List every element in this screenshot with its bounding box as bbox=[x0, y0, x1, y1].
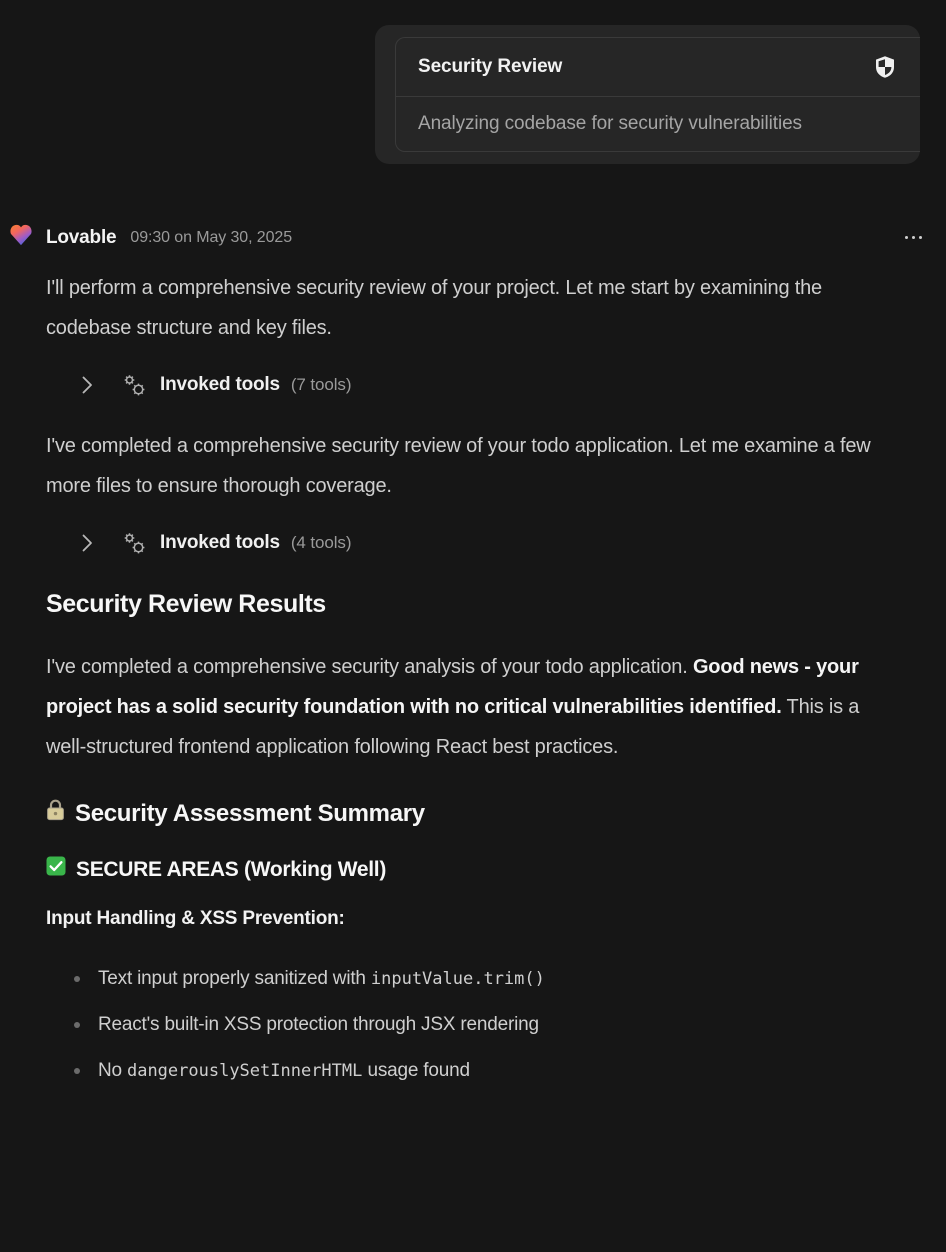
bullet-code: dangerouslySetInnerHTML bbox=[126, 1061, 363, 1081]
bullet-text-after: usage found bbox=[362, 1060, 470, 1081]
ellipsis-icon[interactable] bbox=[903, 230, 924, 245]
security-review-tool-card[interactable] bbox=[375, 25, 920, 164]
chevron-right-icon[interactable] bbox=[76, 534, 98, 552]
invoked-tools-row-2[interactable] bbox=[76, 526, 900, 560]
invoked-tools-count: (4 tools) bbox=[290, 533, 352, 552]
invoked-tools-count: (7 tools) bbox=[290, 375, 352, 394]
list-item bbox=[64, 956, 900, 1002]
tool-card-inner bbox=[395, 37, 920, 152]
page-title: Security Review Results bbox=[46, 590, 326, 618]
tools-gears-icon bbox=[120, 529, 148, 557]
tool-card-title: Security Review bbox=[418, 56, 563, 77]
tool-card-header bbox=[396, 38, 920, 97]
summary-lead: I've completed a comprehensive security analysis of your todo application. bbox=[46, 656, 693, 678]
bullet-text-before: React's built-in XSS protection through JSX rendering bbox=[98, 1014, 539, 1035]
paragraph-summary bbox=[46, 647, 900, 767]
tools-gears-icon bbox=[120, 371, 148, 399]
heading-security-assessment-text: Security Assessment Summary bbox=[75, 800, 425, 827]
shield-icon bbox=[874, 55, 896, 79]
heading-secure-areas bbox=[46, 856, 900, 882]
lovable-heart-logo bbox=[8, 222, 46, 253]
bullet-text-before: No bbox=[98, 1060, 127, 1081]
chevron-right-icon[interactable] bbox=[76, 376, 98, 394]
subsection-heading: Input Handling & XSS Prevention: bbox=[46, 908, 345, 929]
summary-tail: This is a well-structured frontend application following React best practices. bbox=[46, 696, 860, 758]
bullet-code: inputValue.trim() bbox=[370, 969, 545, 989]
heading-secure-areas-text: SECURE AREAS (Working Well) bbox=[76, 858, 387, 881]
heading-security-assessment bbox=[46, 799, 900, 828]
paragraph-progress: I've completed a comprehensive security review of your todo application. Let me examine a few more files to ensure thorough coverage. bbox=[46, 435, 871, 497]
check-mark-button-icon bbox=[46, 856, 66, 876]
bullet-text-before: Text input properly sanitized with bbox=[98, 968, 371, 989]
tool-card-body bbox=[396, 97, 920, 151]
lock-icon bbox=[46, 799, 65, 821]
invoked-tools-label: Invoked tools bbox=[160, 374, 280, 395]
message-body bbox=[0, 268, 946, 1094]
list-item bbox=[64, 1002, 900, 1048]
invoked-tools-label: Invoked tools bbox=[160, 532, 280, 553]
message-header bbox=[0, 222, 946, 253]
secure-areas-list bbox=[64, 956, 900, 1094]
message-author: Lovable bbox=[46, 226, 117, 248]
list-item bbox=[64, 1048, 900, 1094]
tool-card-subtitle: Analyzing codebase for security vulnerabilities bbox=[418, 113, 802, 134]
paragraph-intro: I'll perform a comprehensive security review of your project. Let me start by examining the codebase structure and key files. bbox=[46, 277, 822, 339]
invoked-tools-row-1[interactable] bbox=[76, 368, 900, 402]
summary-highlight: Good news - your project has a solid security foundation with no critical vulnerabilities identified. bbox=[46, 656, 859, 718]
message-timestamp: 09:30 on May 30, 2025 bbox=[130, 228, 292, 246]
